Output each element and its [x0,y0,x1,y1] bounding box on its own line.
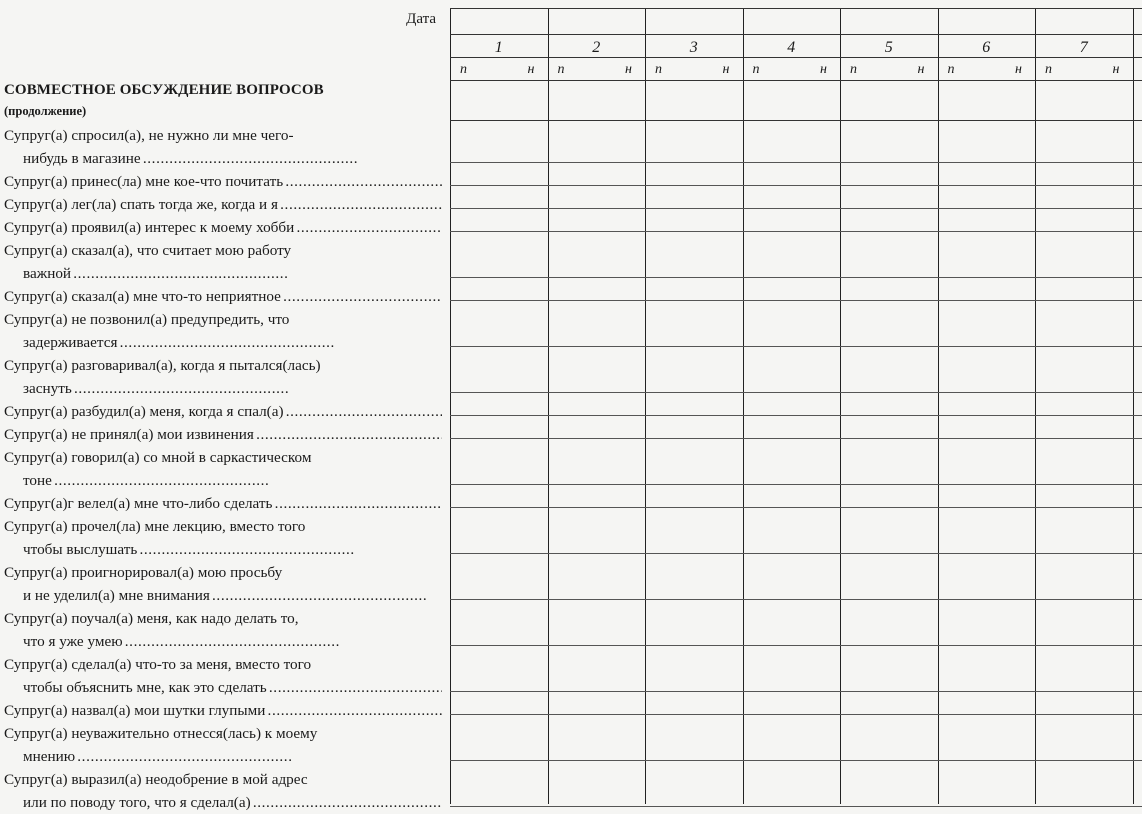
question-item [4,699,442,722]
question-text: и не уделил(а) мне внимания . . . [4,584,442,607]
grid-header-line [450,8,1142,9]
question-item [4,607,442,653]
tracking-grid [450,0,1142,812]
negative-marker: н [625,62,632,77]
question-text: или по поводу того, что я сделал(а) . . . [4,791,442,814]
day-number: 6 [982,39,991,56]
positive-marker: п [1045,62,1052,77]
question-item [4,768,442,814]
section-subtitle: (продолжение) [4,104,87,118]
grid-row-line [450,806,1142,807]
grid-column-line [743,8,744,804]
grid-row-line [450,162,1142,163]
grid-row-line [450,507,1142,508]
grid-row-line [450,185,1142,186]
question-item [4,423,442,446]
positive-marker: п [655,62,662,77]
day-number: 5 [884,39,893,56]
question-item [4,124,442,170]
section-title: СОВМЕСТНОЕ ОБСУЖДЕНИЕ ВОПРОСОВ [4,82,324,98]
question-text: важной . . . [4,262,442,285]
question-text: Супруг(а) выразил(а) неодобрение в мой адрес [4,771,308,788]
grid-row-line [450,415,1142,416]
question-text: чтобы выслушать . . . [4,538,442,561]
grid-row-line [450,438,1142,439]
grid-header-line [450,34,1142,35]
question-text: нибудь в магазине . . . [4,147,442,170]
negative-marker: н [917,62,925,77]
question-item [4,285,442,308]
question-text: Супруг(а) прочел(ла) мне лекцию, вместо того [4,518,306,535]
grid-row-line [450,392,1142,393]
positive-marker: п [460,62,467,77]
grid-row-line [450,691,1142,692]
question-text: Супруг(а) принес(ла) мне кое-что почитать . . . [4,170,442,193]
grid-row-line [450,760,1142,761]
negative-marker: н [527,62,535,77]
question-item [4,400,442,423]
day-number: 2 [592,39,601,56]
grid-column-line [548,8,549,804]
question-list [4,124,442,814]
question-item [4,239,442,285]
grid-column-line [840,8,841,804]
positive-marker: п [850,62,857,77]
question-item [4,446,442,492]
question-text: Супруг(а) разговаривал(а), когда я пытался(лась) [4,357,321,374]
grid-row-line [450,300,1142,301]
day-number: 1 [494,39,503,56]
grid-column-line [938,8,939,804]
question-text: Супруг(а) разбудил(а) меня, когда я спал(а) . . . [4,400,442,423]
negative-marker: н [1015,62,1022,77]
question-text: Супруг(а) сделал(а) что-то за меня, вместо того [4,656,312,673]
question-text: Супруг(а) сказал(а) мне что-то неприятное . . . [4,285,442,308]
grid-row-line [450,484,1142,485]
positive-marker: п [752,62,760,77]
question-text: Супруг(а) лег(ла) спать тогда же, когда и я . . . [4,193,442,216]
date-label: Дата [406,11,436,27]
grid-column-line [645,8,646,804]
day-number: 3 [689,39,698,56]
question-text: Супруг(а) поучал(а) меня, как надо делать то, [4,610,299,627]
question-item [4,515,442,561]
negative-marker: н [722,62,730,77]
question-text: Супруг(а) проявил(а) интерес к моему хобби . . . [4,216,442,239]
question-text: Супруг(а) назвал(а) мои шутки глупыми . . . [4,699,442,722]
negative-marker: н [820,62,827,77]
question-item [4,170,442,193]
grid-column-line [450,8,451,804]
positive-marker: п [557,62,565,77]
question-item [4,653,442,699]
grid-column-line [1035,8,1036,804]
question-text: Супруг(а) неуважительно отнесся(лась) к моему [4,725,318,742]
grid-column-line [1133,8,1134,804]
question-item [4,354,442,400]
question-text: что я уже умею . . . [4,630,442,653]
question-text: заснуть . . . [4,377,442,400]
question-item [4,308,442,354]
grid-row-line [450,208,1142,209]
grid-row-line [450,599,1142,600]
question-item [4,492,442,515]
grid-row-line [450,120,1142,121]
question-item [4,561,442,607]
grid-row-line [450,714,1142,715]
question-text: чтобы объяснить мне, как это сделать . . . [4,676,442,699]
day-number: 7 [1079,39,1088,56]
grid-header-line [450,80,1142,81]
positive-marker: п [947,62,955,77]
question-text: мнению . . . [4,745,442,768]
question-item [4,216,442,239]
question-item [4,193,442,216]
question-text: Супруг(а) сказал(а), что считает мою работу [4,242,292,259]
grid-row-line [450,645,1142,646]
question-text: Супруг(а)г велел(а) мне что-либо сделать . . . [4,492,442,515]
grid-row-line [450,553,1142,554]
question-text: Супруг(а) не позвонил(а) предупредить, что [4,311,290,328]
grid-row-line [450,346,1142,347]
question-text: Супруг(а) спросил(а), не нужно ли мне чего- [4,127,294,144]
grid-row-line [450,231,1142,232]
negative-marker: н [1112,62,1120,77]
question-text: задерживается . . . [4,331,442,354]
day-number: 4 [787,39,796,56]
grid-header-line [450,57,1142,58]
question-item [4,722,442,768]
question-text: тоне . . . [4,469,442,492]
grid-row-line [450,277,1142,278]
question-text: Супруг(а) проигнорировал(а) мою просьбу [4,564,283,581]
question-text: Супруг(а) говорил(а) со мной в саркастическом [4,449,312,466]
question-text: Супруг(а) не принял(а) мои извинения . . . [4,423,442,446]
